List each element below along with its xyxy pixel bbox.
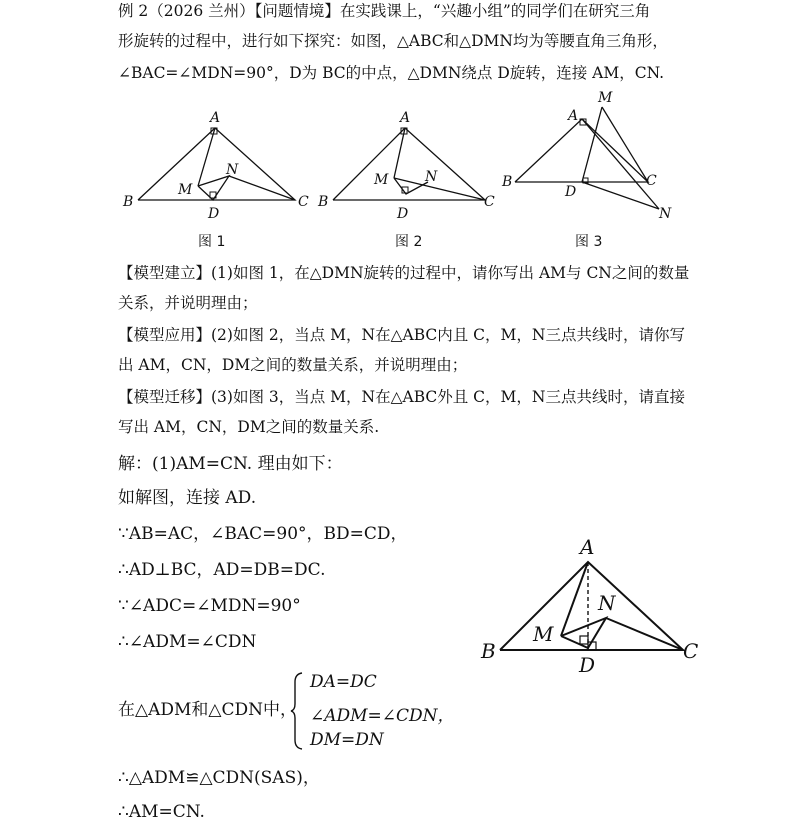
fig1-label-N: N [226, 162, 239, 178]
solution-label-A: A [580, 535, 595, 559]
problem-line-2: 形旋转的过程中，进行如下探究：如图，△ABC和△DMN均为等腰直角三角形， [118, 32, 668, 50]
solution-line-8: ∴△ADM≌△CDN(SAS)， [118, 768, 320, 788]
solution-line-6: ∴∠ADM=∠CDN [118, 632, 257, 652]
fig2-label-M: M [374, 172, 389, 188]
fig2-label-N: N [425, 169, 438, 185]
fig3-caption: 图 3 [575, 234, 603, 250]
system-eq-3: DM=DN [310, 730, 384, 750]
fig2-label-D: D [397, 206, 409, 222]
system-eq-2: ∠ADM=∠CDN， [310, 706, 455, 726]
fig3-label-C: C [646, 173, 657, 189]
question-3-line-1: 【模型迁移】(3)如图 3，当点 M，N在△ABC外且 C，M，N三点共线时，请直接 [118, 388, 685, 406]
solution-figure [478, 532, 708, 682]
fig3-label-A: A [568, 108, 579, 124]
fig2-label-C: C [484, 194, 495, 210]
fig1-label-B: B [123, 194, 134, 210]
fig2-label-B: B [318, 194, 329, 210]
fig3-label-N: N [659, 206, 672, 222]
solution-label-C: C [683, 639, 699, 663]
fig3-label-D: D [565, 184, 577, 200]
fig1-label-C: C [298, 194, 309, 210]
question-1-line-2: 关系，并说明理由； [118, 294, 258, 312]
fig3-label-B: B [502, 174, 513, 190]
problem-line-3: ∠BAC=∠MDN=90°，D为 BC的中点，△DMN绕点 D旋转，连接 AM，CN. [118, 64, 665, 82]
solution-line-2: 如解图，连接 AD. [118, 488, 257, 508]
question-1-line-1: 【模型建立】(1)如图 1，在△DMN旋转的过程中，请你写出 AM与 CN之间的数量 [118, 264, 690, 282]
solution-line-7-prefix: 在△ADM和△CDN中， [118, 700, 297, 720]
fig3-label-M: M [598, 90, 613, 106]
fig1-label-D: D [208, 206, 220, 222]
solution-line-3: ∵AB=AC，∠BAC=90°，BD=CD， [118, 524, 408, 544]
fig2-label-A: A [400, 110, 411, 126]
question-2-line-1: 【模型应用】(2)如图 2，当点 M，N在△ABC内且 C，M，N三点共线时，请你写 [118, 326, 685, 344]
system-eq-1: DA=DC [310, 672, 377, 692]
left-brace [290, 672, 304, 750]
fig1-caption: 图 1 [198, 234, 226, 250]
fig2-caption: 图 2 [395, 234, 423, 250]
figure-2 [317, 110, 495, 250]
fig1-label-A: A [210, 110, 221, 126]
solution-label-D: D [579, 653, 596, 677]
fig1-label-M: M [178, 182, 193, 198]
problem-line-1: 例 2（2026 兰州）【问题情境】在实践课上，“兴趣小组”的同学们在研究三角 [118, 2, 651, 20]
figures-row [110, 90, 690, 255]
figure-1 [122, 110, 309, 250]
solution-label-M: M [533, 622, 554, 646]
solution-line-9: ∴AM=CN. [118, 802, 205, 822]
solution-label-B: B [481, 639, 496, 663]
figure-3 [501, 90, 672, 250]
solution-label-N: N [598, 591, 616, 615]
solution-line-5: ∵∠ADC=∠MDN=90° [118, 596, 301, 616]
question-3-line-2: 写出 AM，CN，DM之间的数量关系. [118, 418, 380, 436]
solution-line-1: 解：(1)AM=CN. 理由如下： [118, 454, 343, 474]
solution-line-4: ∴AD⊥BC，AD=DB=DC. [118, 560, 326, 580]
question-2-line-2: 出 AM，CN，DM之间的数量关系，并说明理由； [118, 356, 468, 374]
